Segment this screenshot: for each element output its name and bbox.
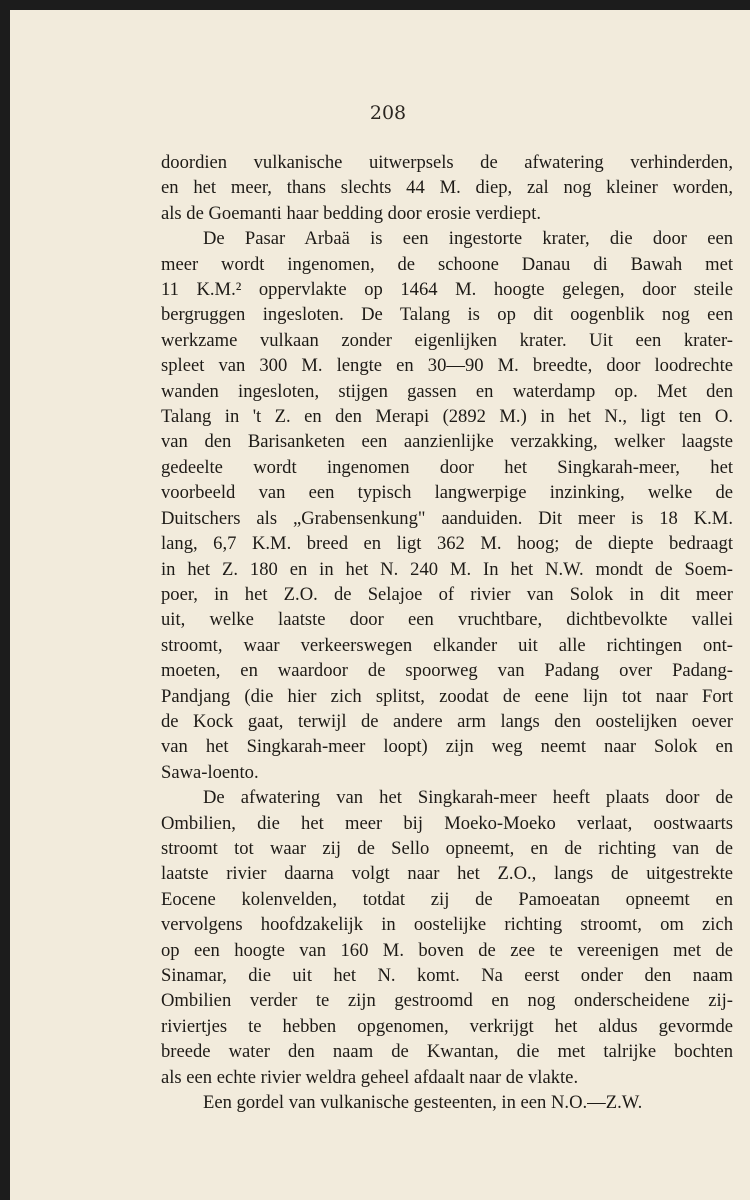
text-line: als een echte rivier weldra geheel afdaalt naar de vlakte. <box>161 1066 579 1088</box>
text-line: in het Z. 180 en in het N. 240 M. In het N.W. mondt de Soem- <box>161 558 733 580</box>
text-line: spleet van 300 M. lengte en 30—90 M. breedte, door loodrechte <box>161 355 733 377</box>
text-line: als de Goemanti haar bedding door erosie verdiept. <box>161 202 542 224</box>
text-line: van den Barisanketen een aanzienlijke verzakking, welker laagste <box>161 431 733 453</box>
text-line: breede water den naam de Kwantan, die met talrijke bochten <box>161 1041 733 1063</box>
text-line: vervolgens hoofdzakelijk in oostelijke richting stroomt, om zich <box>161 914 733 936</box>
text-line: werkzame vulkaan zonder eigenlijken krater. Uit een krater- <box>161 329 733 351</box>
text-line: van het Singkarah-meer loopt) zijn weg neemt naar Solok en <box>161 736 733 758</box>
text-line: stroomt, waar verkeerswegen elkander uit alle richtingen ont- <box>161 634 733 656</box>
text-line: Ombilien verder te zijn gestroomd en nog onderscheidene zij- <box>161 990 733 1012</box>
paragraph <box>161 150 733 226</box>
text-line: doordien vulkanische uitwerpsels de afwatering verhinderden, <box>161 152 733 173</box>
text-line: Talang in 't Z. en den Merapi (2892 M.) in het N., ligt ten O. <box>161 406 733 428</box>
text-line: De afwatering van het Singkarah-meer heeft plaats door de <box>203 787 733 809</box>
text-line: Een gordel van vulkanische gesteenten, in een N.O.—Z.W. <box>203 1092 643 1114</box>
page-number: 208 <box>369 102 407 124</box>
text-line: de Kock gaat, terwijl de andere arm langs den oostelijken oever <box>161 710 733 732</box>
text-line: op een hoogte van 160 M. boven de zee te vereenigen met de <box>161 939 733 961</box>
text-line: Ombilien, die het meer bij Moeko-Moeko verlaat, oostwaarts <box>161 812 733 834</box>
text-line: laatste rivier daarna volgt naar het Z.O., langs de uitgestrekte <box>161 863 733 885</box>
text-line: 11 K.M.² oppervlakte op 1464 M. hoogte gelegen, door steile <box>161 279 733 301</box>
text-line: voorbeeld van een typisch langwerpige inzinking, welke de <box>161 482 733 504</box>
text-line: gedeelte wordt ingenomen door het Singkarah-meer, het <box>161 456 733 478</box>
text-line: Sinamar, die uit het N. komt. Na eerst onder den naam <box>161 965 733 986</box>
text-line: en het meer, thans slechts 44 M. diep, zal nog kleiner worden, <box>161 177 733 199</box>
text-line: Pandjang (die hier zich splitst, zoodat de eene lijn tot naar Fort <box>161 685 733 707</box>
text-line: Duitschers als „Grabensenkung" aanduiden. Dit meer is 18 K.M. <box>161 507 733 529</box>
text-line: De Pasar Arbaä is een ingestorte krater, die door een <box>203 228 733 250</box>
text-line: Sawa-loento. <box>161 761 259 783</box>
text-line: uit, welke laatste door een vruchtbare, dichtbevolkte vallei <box>161 609 733 631</box>
paragraph <box>161 785 733 1090</box>
text-line: bergruggen ingesloten. De Talang is op dit oogenblik nog een <box>161 304 733 326</box>
paragraph <box>161 226 733 785</box>
text-line: wanden ingesloten, stijgen gassen en waterdamp op. Met den <box>161 380 733 402</box>
text-line: stroomt tot waar zij de Sello opneemt, en de richting van de <box>161 837 733 859</box>
text-line: riviertjes te hebben opgenomen, verkrijgt het aldus gevormde <box>161 1015 733 1037</box>
paragraph <box>161 1090 733 1115</box>
text-line: Eocene kolenvelden, totdat zij de Pamoeatan opneemt en <box>161 888 733 910</box>
body-text <box>161 150 733 1115</box>
text-line: lang, 6,7 K.M. breed en ligt 362 M. hoog; de diepte bedraagt <box>161 533 733 555</box>
book-page <box>10 10 750 1200</box>
text-line: meer wordt ingenomen, de schoone Danau di Bawah met <box>161 253 733 275</box>
text-line: poer, in het Z.O. de Selajoe of rivier van Solok in dit meer <box>161 583 733 605</box>
text-line: moeten, en waardoor de spoorweg van Padang over Padang- <box>161 660 733 682</box>
